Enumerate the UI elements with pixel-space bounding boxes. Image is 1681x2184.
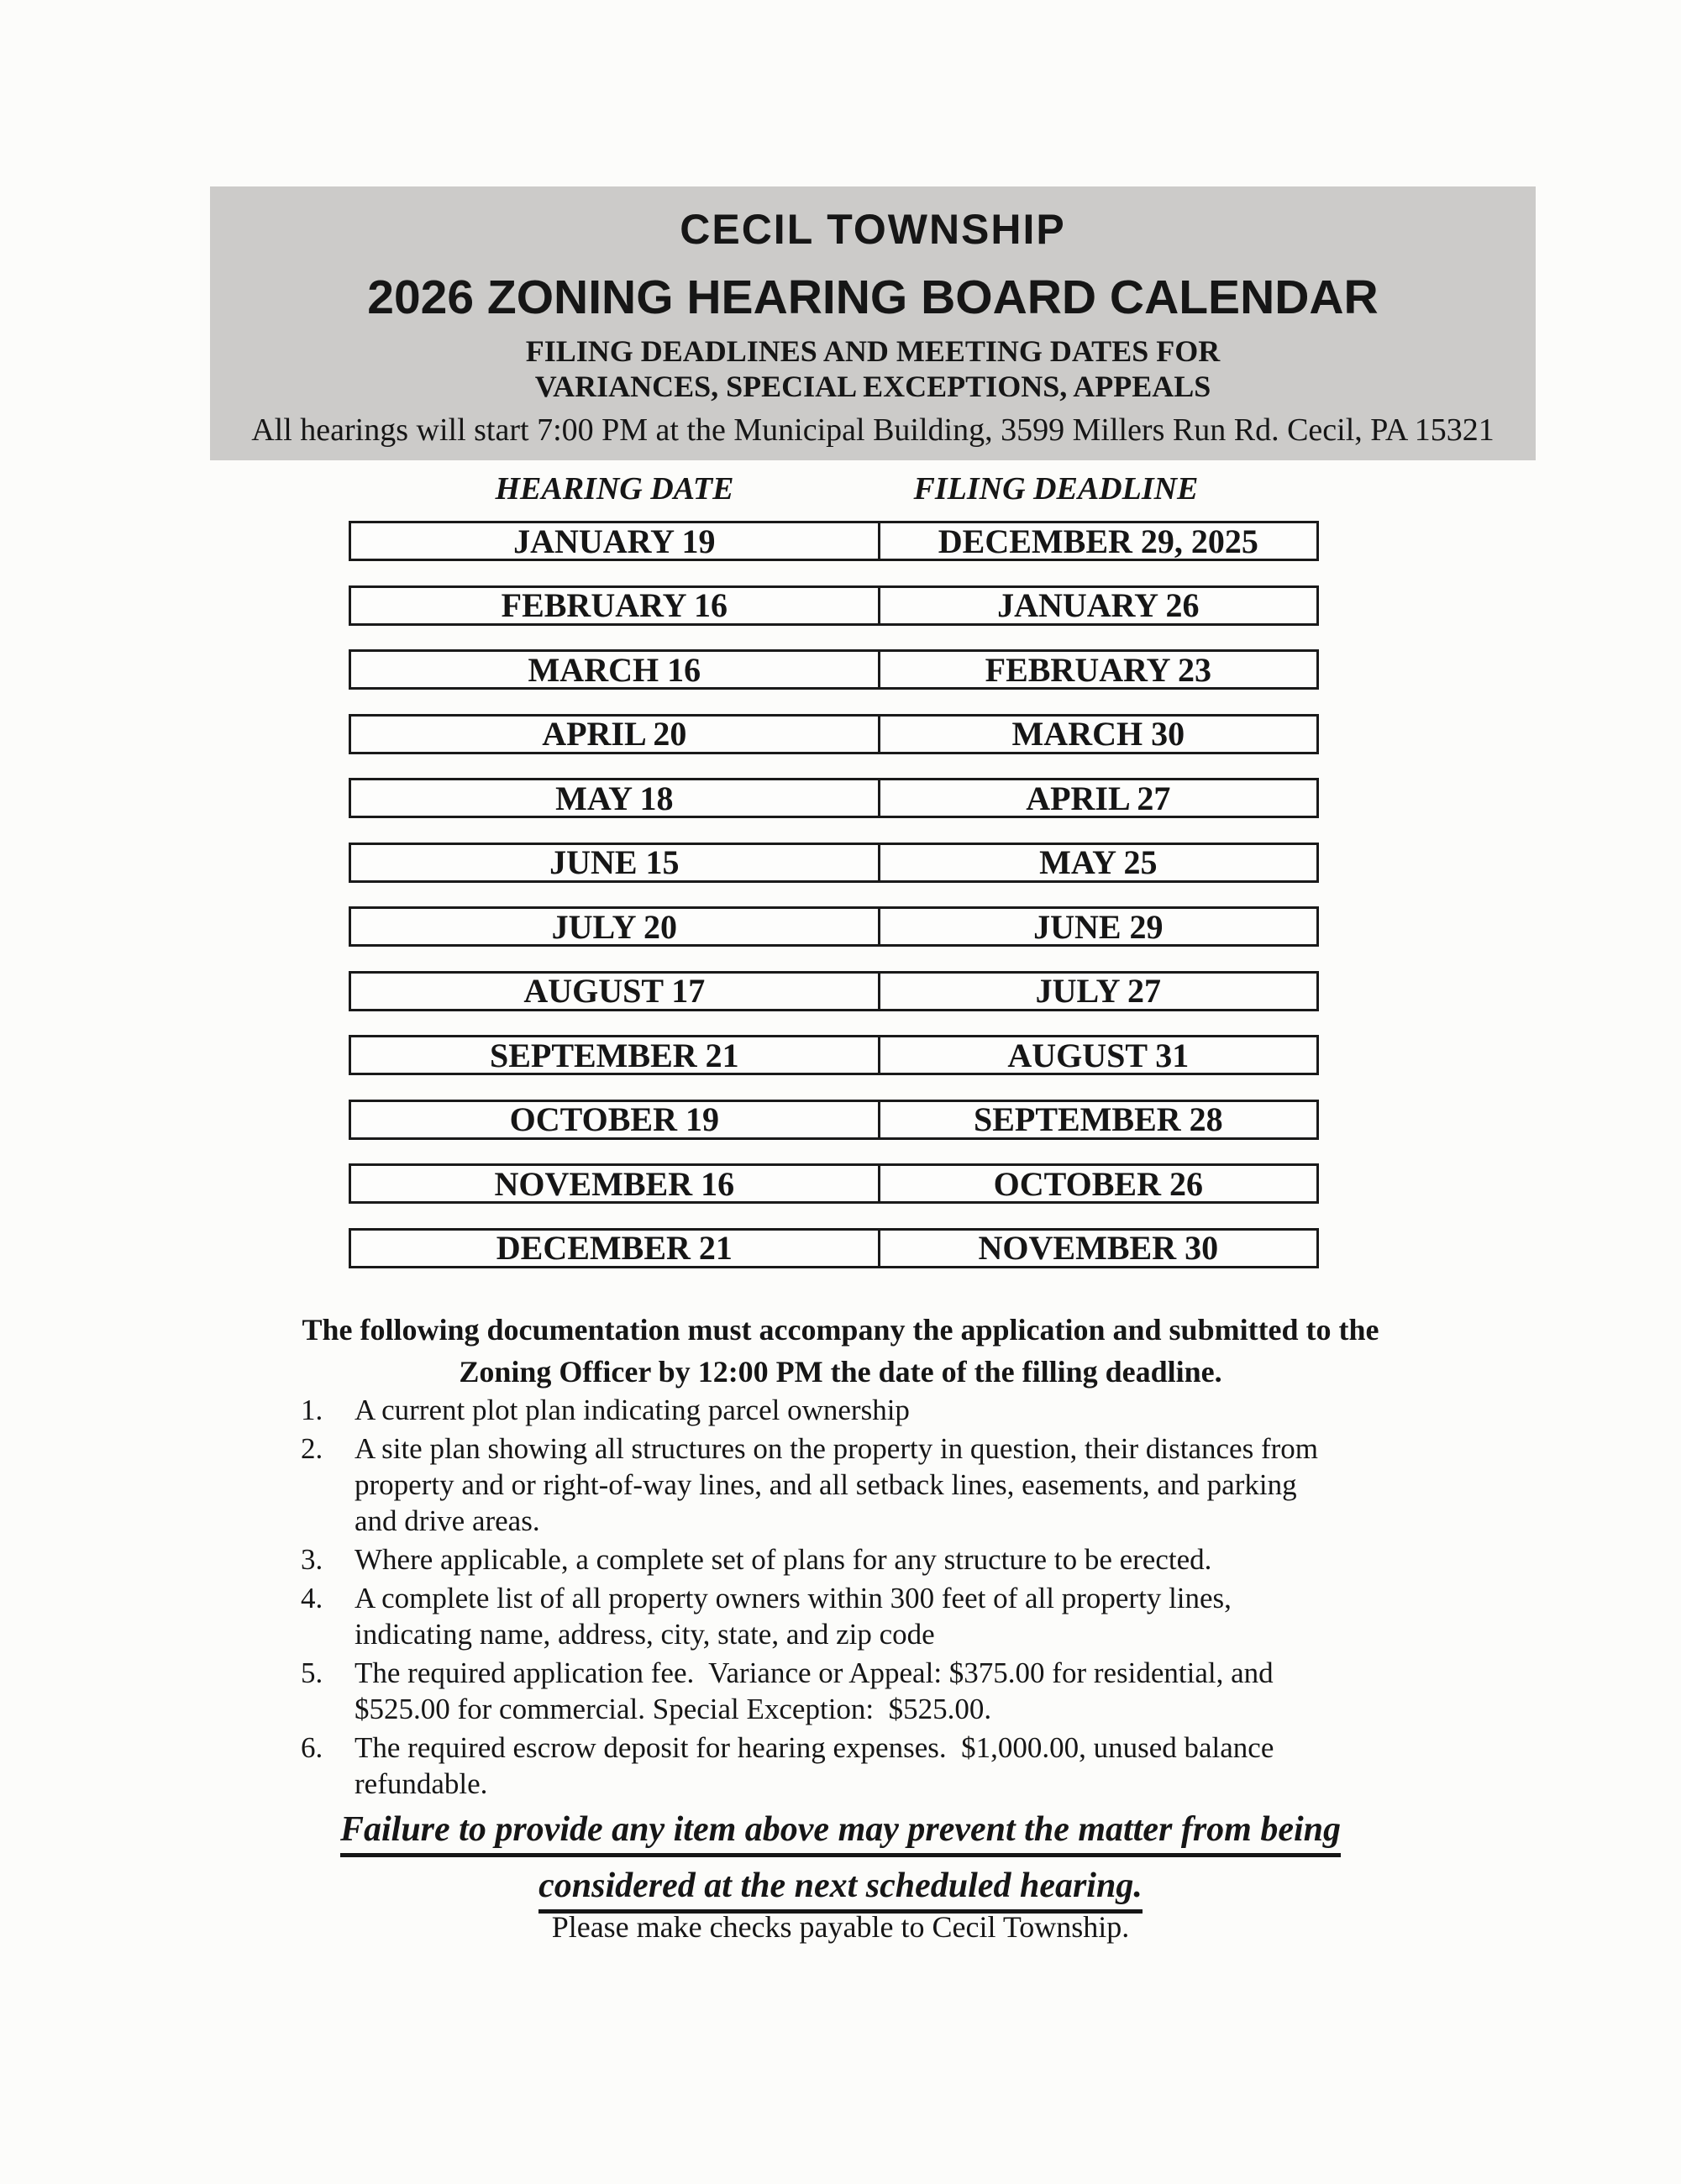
item-number: 5. [301, 1656, 323, 1689]
item-text [355, 1541, 1494, 1578]
item-line: indicating name, address, city, state, and zip code [355, 1618, 935, 1651]
hearing-date-cell: APRIL 20 [351, 717, 880, 752]
schedule-row [349, 521, 1319, 561]
item-line: $525.00 for commercial. Special Exception: $525.00. [355, 1693, 992, 1725]
hearings-location-note: All hearings will start 7:00 PM at the Municipal Building, 3599 Millers Run Rd. Cecil, PA 15321 [251, 412, 1495, 448]
requirement-item [301, 1392, 1494, 1428]
checks-payable-note: Please make checks payable to Cecil Township. [551, 1910, 1130, 1944]
item-line: Where applicable, a complete set of plans for any structure to be erected. [355, 1543, 1212, 1576]
township-title: CECIL TOWNSHIP [680, 206, 1066, 253]
hearing-date-cell: FEBRUARY 16 [351, 588, 880, 623]
item-line: and drive areas. [355, 1504, 540, 1537]
hearing-date-cell: DECEMBER 21 [351, 1231, 880, 1266]
hearing-date-cell: JULY 20 [351, 909, 880, 944]
schedule-row [349, 971, 1319, 1011]
warning-line [0, 1866, 1681, 1914]
warning-line-text: Failure to provide any item above may prevent the matter from being [340, 1809, 1341, 1857]
schedule-row [349, 1163, 1319, 1204]
hearing-date-cell: JANUARY 19 [351, 523, 880, 559]
warning-line-text: considered at the next scheduled hearing. [538, 1866, 1143, 1914]
requirement-item [301, 1431, 1494, 1539]
intro-line: The following documentation must accompany the application and submitted to the [302, 1313, 1379, 1347]
item-line: A current plot plan indicating parcel ownership [355, 1394, 910, 1426]
item-text [355, 1431, 1494, 1539]
item-text [355, 1730, 1494, 1802]
item-number: 3. [301, 1543, 323, 1576]
filing-deadline-cell: DECEMBER 29, 2025 [938, 522, 1258, 560]
hearing-date-cell: JUNE 15 [351, 845, 880, 880]
filing-deadline-cell: JULY 27 [1035, 972, 1161, 1010]
column-header-filing-deadline: FILING DEADLINE [913, 471, 1199, 507]
hearing-date-cell: MARCH 16 [351, 652, 880, 687]
schedule-row [349, 906, 1319, 947]
subtitle-line-2: VARIANCES, SPECIAL EXCEPTIONS, APPEALS [534, 370, 1211, 403]
filing-deadline-cell: SEPTEMBER 28 [973, 1100, 1223, 1138]
hearing-date-cell: NOVEMBER 16 [351, 1166, 880, 1201]
filing-deadline-cell: JUNE 29 [1033, 907, 1164, 946]
item-text [355, 1392, 1494, 1428]
item-line: A site plan showing all structures on the property in question, their distances from [355, 1432, 1319, 1465]
requirement-item [301, 1730, 1494, 1802]
hearing-date-cell: AUGUST 17 [351, 974, 880, 1009]
schedule-row [349, 649, 1319, 690]
item-number: 2. [301, 1432, 323, 1465]
hearing-date-cell: SEPTEMBER 21 [351, 1037, 880, 1073]
filing-deadline-cell: MARCH 30 [1011, 715, 1185, 753]
filing-deadline-cell: OCTOBER 26 [993, 1164, 1203, 1203]
documentation-intro [0, 1309, 1681, 1393]
item-number: 4. [301, 1582, 323, 1614]
subtitle-line-1: FILING DEADLINES AND MEETING DATES FOR [525, 334, 1221, 368]
schedule-rows [349, 521, 1319, 1268]
schedule-row [349, 714, 1319, 754]
schedule-header-row [349, 470, 1319, 507]
hearing-date-cell: OCTOBER 19 [351, 1102, 880, 1137]
schedule-row [349, 585, 1319, 626]
item-line: A complete list of all property owners within 300 feet of all property lines, [355, 1582, 1232, 1614]
title-banner [210, 186, 1536, 460]
schedule-table [349, 470, 1319, 1268]
item-number: 1. [301, 1394, 323, 1426]
requirement-item [301, 1541, 1494, 1578]
item-line: refundable. [355, 1767, 488, 1800]
schedule-row [349, 1228, 1319, 1268]
item-number: 6. [301, 1731, 323, 1764]
hearing-date-cell: MAY 18 [351, 780, 880, 816]
item-text [355, 1580, 1494, 1652]
column-header-hearing-date: HEARING DATE [495, 471, 734, 507]
schedule-row [349, 1035, 1319, 1075]
item-line: The required escrow deposit for hearing expenses. $1,000.00, unused balance [355, 1731, 1274, 1764]
requirement-item [301, 1580, 1494, 1652]
filing-deadline-cell: FEBRUARY 23 [985, 650, 1211, 689]
calendar-title: 2026 ZONING HEARING BOARD CALENDAR [367, 270, 1379, 324]
filing-deadline-cell: AUGUST 31 [1007, 1036, 1190, 1074]
filing-deadline-cell: APRIL 27 [1026, 779, 1171, 817]
intro-line: Zoning Officer by 12:00 PM the date of the filling deadline. [459, 1355, 1222, 1389]
item-line: The required application fee. Variance or Appeal: $375.00 for residential, and [355, 1656, 1274, 1689]
filing-deadline-cell: JANUARY 26 [997, 586, 1200, 624]
failure-warning [0, 1809, 1681, 1922]
item-line: property and or right-of-way lines, and all setback lines, easements, and parking [355, 1468, 1297, 1501]
requirements-list [301, 1392, 1494, 1804]
warning-line [0, 1809, 1681, 1857]
filing-deadline-cell: MAY 25 [1039, 843, 1158, 881]
schedule-row [349, 843, 1319, 883]
filing-deadline-cell: NOVEMBER 30 [978, 1229, 1219, 1267]
requirement-item [301, 1655, 1494, 1727]
schedule-row [349, 778, 1319, 818]
schedule-row [349, 1100, 1319, 1140]
item-text [355, 1655, 1494, 1727]
